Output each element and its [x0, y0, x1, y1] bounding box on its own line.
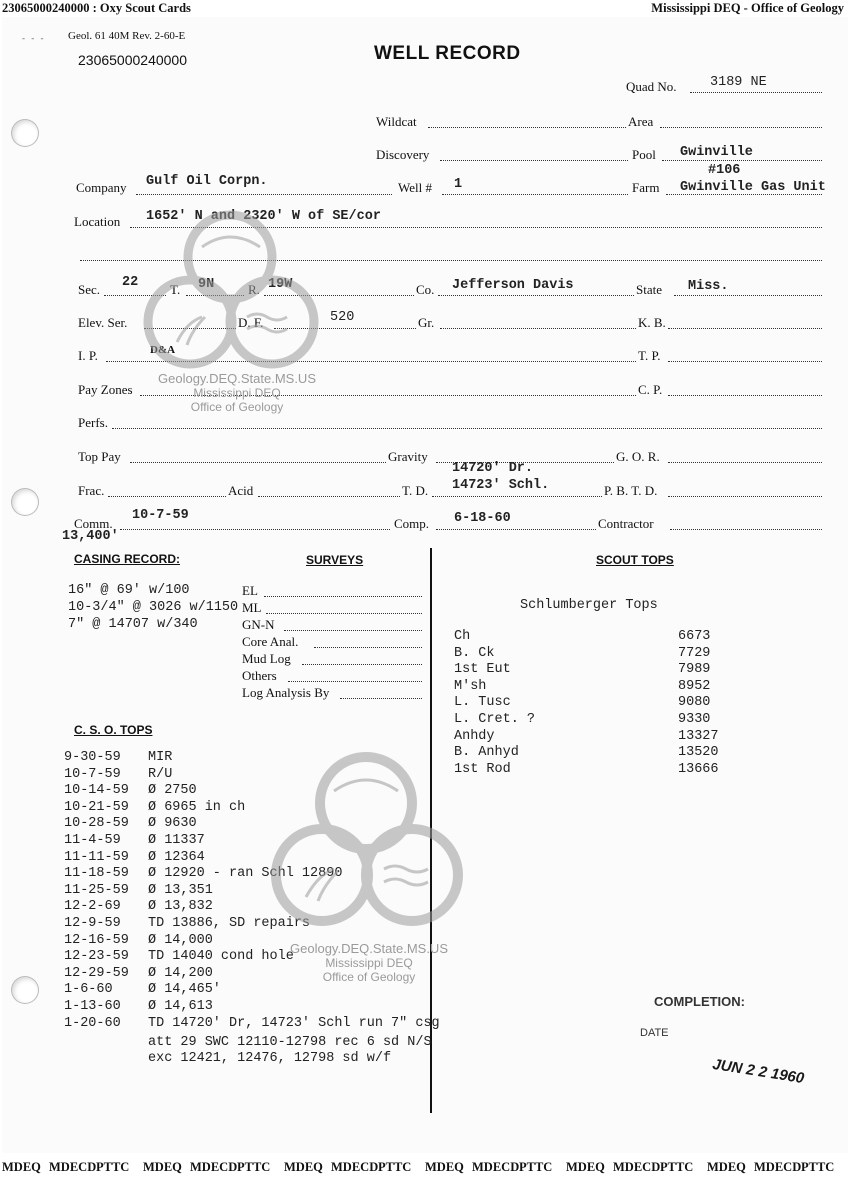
scout-top-depth: 13520 — [678, 745, 719, 761]
scout-top-name: B. Ck — [454, 645, 495, 661]
farm-value: Gwinville Gas Unit — [680, 180, 826, 195]
scout-top-name: B. Anhyd — [454, 745, 519, 761]
completion-date-label: DATE — [640, 1027, 669, 1039]
cso-continuation: exc 12421, 12476, 12798 sd w/f — [148, 1051, 392, 1066]
footer-item: MDEQ — [2, 1160, 41, 1174]
cso-date: 12-23-59 — [64, 949, 129, 965]
cso-date: 10-7-59 — [64, 766, 121, 782]
survey-item: Others — [242, 668, 277, 683]
cso-date: 11-18-59 — [64, 866, 129, 882]
co-line — [438, 295, 634, 296]
company-value: Gulf Oil Corpn. — [146, 174, 268, 189]
cp-line — [668, 395, 822, 396]
pool-label: Pool — [632, 147, 656, 162]
scout-top-name: 1st Eut — [454, 662, 511, 678]
footer-item: PTTC — [660, 1160, 694, 1174]
cso-entry: MIR — [148, 750, 173, 765]
footer-item: MDECD — [613, 1160, 661, 1174]
footer-item: PTTC — [519, 1160, 553, 1174]
perfs-label: Perfs. — [78, 415, 108, 430]
survey-line — [340, 698, 422, 699]
scout-top-depth: 13666 — [678, 761, 719, 777]
watermark-line: Mississippi DEQ — [325, 956, 413, 970]
surveys-title: SURVEYS — [306, 553, 364, 567]
ip-value: D&A — [150, 344, 176, 356]
tp-label: T. P. — [638, 348, 661, 363]
cso-date: 11-11-59 — [64, 849, 129, 865]
location-line-2 — [80, 260, 822, 261]
gr-line — [440, 328, 636, 329]
co-label: Co. — [416, 282, 435, 297]
well-value: 1 — [454, 177, 463, 192]
discovery-label: Discovery — [376, 147, 430, 162]
location-line — [130, 227, 822, 228]
r-label: R. — [248, 282, 260, 297]
cso-entry: Ø 13,351 — [148, 882, 213, 898]
scan-mark: - - - — [22, 33, 46, 43]
cso-date: 10-21-59 — [64, 799, 129, 815]
wildcat-label: Wildcat — [376, 114, 417, 129]
comm-line — [120, 529, 390, 530]
td-label: T. D. — [402, 483, 429, 498]
casing-item: 7" @ 14707 w/340 — [68, 617, 198, 632]
cso-entry: Ø 14,200 — [148, 965, 213, 981]
scout-top-name: Ch — [454, 629, 471, 644]
cso-entry: Ø 14,000 — [148, 932, 213, 948]
state-line — [674, 295, 822, 296]
quad-no-label: Quad No. — [626, 79, 677, 94]
cso-date: 11-4-59 — [64, 833, 121, 848]
area-label: Area — [628, 114, 654, 129]
scout-top-depth: 9330 — [678, 712, 711, 727]
footer-item: PTTC — [801, 1160, 835, 1174]
gor-line — [668, 462, 822, 463]
pbtd-label: P. B. T. D. — [604, 483, 658, 498]
api-number: 23065000240000 — [78, 52, 188, 68]
sec-line — [104, 295, 166, 296]
survey-item: GN-N — [242, 617, 275, 632]
survey-line — [284, 630, 422, 631]
kb-label: K. B. — [638, 315, 666, 330]
comm-value: 10-7-59 — [132, 508, 189, 523]
cso-date: 10-14-59 — [64, 783, 129, 799]
footer-item: MDEQ — [425, 1160, 464, 1174]
scout-top-depth: 6673 — [678, 629, 711, 644]
footer-item: MDECD — [331, 1160, 379, 1174]
acid-line — [258, 496, 400, 497]
scout-top-name: Anhdy — [454, 728, 495, 744]
watermark-text — [137, 371, 337, 414]
footer-item: MDEQ — [566, 1160, 605, 1174]
scout-top-depth: 9080 — [678, 695, 711, 711]
watermark-line: Geology.DEQ.State.MS.US — [158, 371, 316, 386]
r-value: 19W — [268, 277, 293, 292]
well-line — [442, 194, 628, 195]
cso-entry: Ø 11337 — [148, 833, 205, 848]
mdeq-logo-icon — [258, 747, 478, 937]
scout-top-name: L. Cret. ? — [454, 712, 536, 727]
cp-label: C. P. — [638, 382, 663, 397]
scout-top-name: M'sh — [454, 678, 487, 694]
footer-item: PTTC — [96, 1160, 130, 1174]
cso-date: 10-28-59 — [64, 816, 129, 832]
t-line — [186, 295, 244, 296]
comm-label: Comm. — [74, 516, 113, 531]
watermark-line: Office of Geology — [322, 970, 416, 984]
contractor-line — [670, 529, 822, 530]
scout-tops-subtitle: Schlumberger Tops — [520, 598, 658, 613]
survey-line — [288, 681, 422, 682]
ip-line — [106, 361, 636, 362]
watermark-line: Geology.DEQ.State.MS.US — [290, 941, 448, 956]
quad-no-value: 3189 NE — [710, 75, 767, 90]
cso-date: 1-13-60 — [64, 999, 121, 1014]
document-header — [0, 0, 850, 16]
survey-item: Log Analysis By — [242, 685, 330, 700]
header-right-title: Mississippi DEQ - Office of Geology — [651, 1, 844, 15]
survey-item: Mud Log — [242, 651, 291, 666]
footer-item: MDECD — [190, 1160, 238, 1174]
farm-label: Farm — [632, 180, 660, 195]
cso-entry: Ø 14,465' — [148, 982, 221, 998]
survey-line — [264, 596, 422, 597]
survey-item: EL — [242, 583, 258, 598]
cso-entry: TD 14720' Dr, 14723' Schl run 7" csg — [148, 1015, 440, 1031]
comp-line — [436, 529, 596, 530]
df-label: D. F. — [238, 315, 264, 330]
td-dr-value: 14720' Dr. — [452, 461, 534, 476]
scout-top-name: 1st Rod — [454, 761, 511, 777]
state-value: Miss. — [688, 279, 729, 294]
farm-no-value: #106 — [708, 163, 741, 178]
t-label: T. — [170, 282, 181, 297]
cso-entry: Ø 9630 — [148, 816, 197, 832]
frac-line — [108, 496, 226, 497]
top-pay-label: Top Pay — [78, 449, 121, 464]
survey-line — [266, 613, 422, 614]
company-line — [136, 194, 392, 195]
cso-tops-title: C. S. O. TOPS — [74, 723, 153, 737]
ip-label: I. P. — [78, 348, 98, 363]
wildcat-line — [428, 127, 626, 128]
contractor-label: Contractor — [598, 516, 654, 531]
scout-top-depth: 7729 — [678, 645, 711, 661]
form-title: WELL RECORD — [374, 43, 521, 64]
perfs-line — [112, 428, 822, 429]
td-schl-value: 14723' Schl. — [452, 478, 550, 493]
footer-item: MDEQ — [707, 1160, 746, 1174]
top-pay-line — [130, 462, 386, 463]
casing-item: 10-3/4" @ 3026 w/1150 — [68, 600, 239, 615]
cso-date: 12-9-59 — [64, 916, 121, 931]
frac-label: Frac. — [78, 483, 105, 498]
pbtd-line — [668, 496, 822, 497]
well-label: Well # — [398, 180, 432, 195]
survey-line — [314, 647, 422, 648]
cso-date: 11-25-59 — [64, 882, 129, 898]
gor-label: G. O. R. — [616, 449, 660, 464]
scout-tops-title: SCOUT TOPS — [596, 553, 674, 567]
cso-date: 1-20-60 — [64, 1015, 121, 1031]
state-label: State — [636, 282, 662, 297]
survey-item: ML — [242, 600, 262, 615]
footer-item: MDEQ — [284, 1160, 323, 1174]
footer-item: MDECD — [49, 1160, 97, 1174]
header-left-title: 23065000240000 : Oxy Scout Cards — [2, 1, 191, 15]
punch-hole-icon — [12, 120, 38, 146]
well-record-card — [2, 17, 848, 1153]
total-depth-note: 13,400' — [62, 529, 119, 544]
location-label: Location — [74, 214, 121, 229]
comp-value: 6-18-60 — [454, 511, 511, 526]
scout-top-depth: 8952 — [678, 678, 711, 694]
pool-value: Gwinville — [680, 145, 753, 160]
cso-continuation: att 29 SWC 12110-12798 rec 6 sd N/S — [148, 1035, 432, 1050]
cso-date: 12-29-59 — [64, 965, 129, 981]
elev-ser-line — [144, 328, 236, 329]
cso-entry: Ø 14,613 — [148, 999, 213, 1014]
footer-item: MDECD — [472, 1160, 520, 1174]
footer-item: MDECD — [754, 1160, 802, 1174]
acid-label: Acid — [228, 483, 254, 498]
scout-top-name: L. Tusc — [454, 695, 511, 711]
gr-label: Gr. — [418, 315, 435, 330]
comp-label: Comp. — [394, 516, 430, 531]
form-code: Geol. 61 40M Rev. 2-60-E — [68, 30, 186, 42]
t-value: 9N — [198, 277, 215, 292]
cso-entry: Ø 12920 - ran Schl 12890 — [148, 866, 343, 882]
elev-ser-label: Elev. Ser. — [78, 315, 128, 330]
cso-entry: TD 14040 cond hole — [148, 949, 294, 965]
casing-item: 16" @ 69' w/100 — [68, 583, 190, 598]
td-line — [432, 496, 602, 497]
footer-item: MDEQ — [143, 1160, 182, 1174]
received-date-stamp: JUN 2 2 1960 — [711, 1055, 806, 1088]
cso-entry: TD 13886, SD repairs — [148, 916, 311, 931]
cso-date: 12-16-59 — [64, 932, 129, 948]
watermark-line: Mississippi DEQ — [193, 386, 281, 400]
pool-line — [662, 160, 822, 161]
cso-entry: Ø 6965 in ch — [148, 799, 246, 815]
footer-item: PTTC — [378, 1160, 412, 1174]
punch-hole-icon — [12, 489, 38, 515]
cso-entry: Ø 13,832 — [148, 899, 213, 915]
cso-date: 9-30-59 — [64, 750, 121, 765]
sec-value: 22 — [122, 275, 139, 290]
scout-top-depth: 13327 — [678, 728, 719, 744]
kb-line — [668, 328, 822, 329]
cso-entry: R/U — [148, 766, 173, 782]
pay-zones-label: Pay Zones — [78, 382, 133, 397]
location-value: 1652' N and 2320' W of SE/cor — [146, 209, 381, 224]
cso-entry: Ø 12364 — [148, 849, 205, 865]
df-value: 520 — [330, 310, 355, 325]
company-label: Company — [76, 180, 127, 195]
survey-item: Core Anal. — [242, 634, 299, 649]
watermark-line: Office of Geology — [190, 400, 284, 414]
casing-record-title: CASING RECORD: — [74, 552, 181, 566]
cso-date: 12-2-69 — [64, 899, 121, 915]
quad-no-line — [690, 92, 822, 93]
cso-date: 1-6-60 — [64, 982, 113, 998]
footer-item: PTTC — [237, 1160, 271, 1174]
df-line — [274, 328, 416, 329]
co-value: Jefferson Davis — [452, 278, 574, 293]
r-line — [264, 295, 414, 296]
gravity-label: Gravity — [388, 449, 428, 464]
cso-entry: Ø 2750 — [148, 783, 197, 799]
sec-label: Sec. — [78, 282, 101, 297]
area-line — [660, 127, 822, 128]
punch-hole-icon — [12, 977, 38, 1003]
watermark-text — [264, 941, 474, 984]
completion-label: COMPLETION: — [654, 994, 745, 1009]
discovery-line — [440, 160, 628, 161]
tp-line — [668, 361, 822, 362]
scout-top-depth: 7989 — [678, 662, 711, 678]
survey-line — [302, 664, 422, 665]
